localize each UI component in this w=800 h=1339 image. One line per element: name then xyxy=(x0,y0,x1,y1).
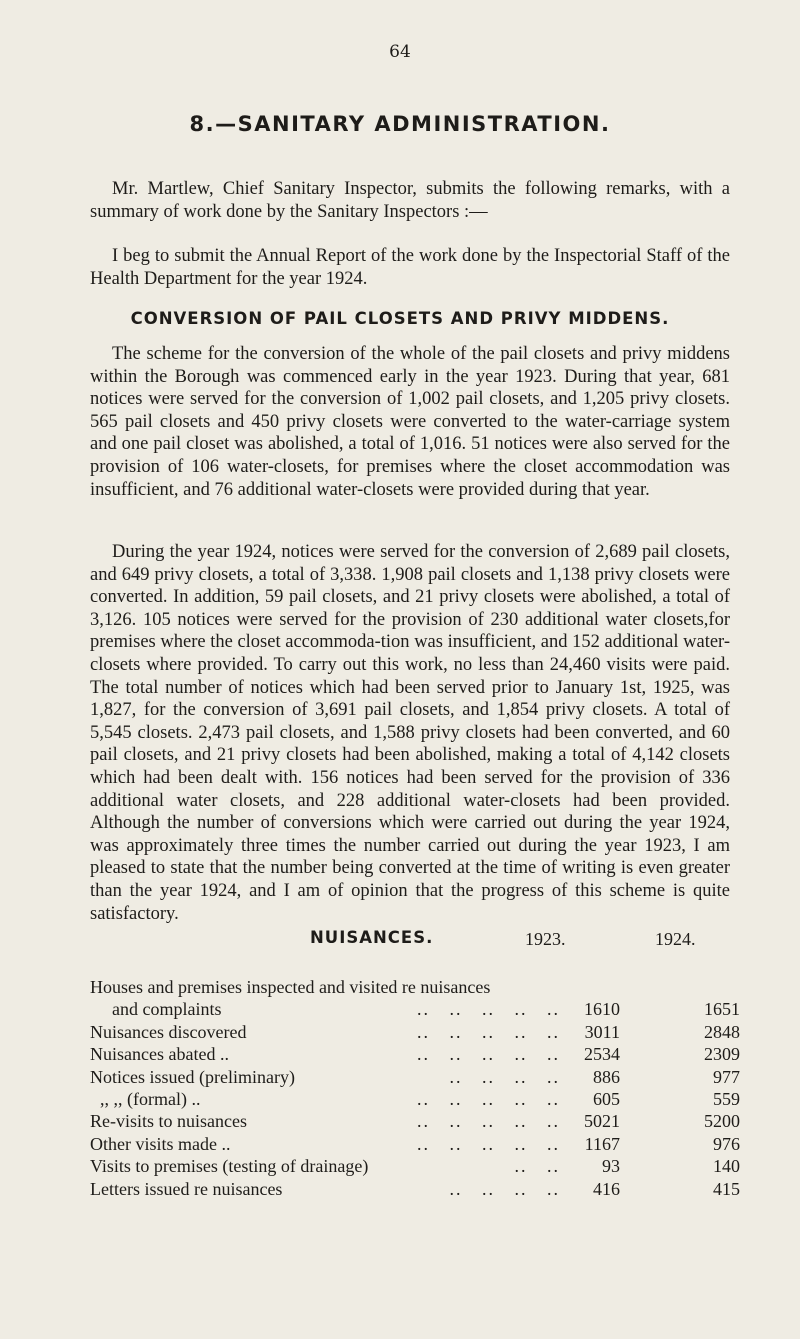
row-label: Nuisances discovered xyxy=(90,1021,247,1042)
table-row: Re-visits to nuisances .. .. .. .. .. 5021 5200 xyxy=(90,1111,740,1132)
table-row: Visits to premises (testing of drainage) .. .. 93 140 xyxy=(90,1156,740,1177)
table-row: Nuisances discovered .. .. .. .. .. 3011 2848 xyxy=(90,1021,740,1042)
table-row: Other visits made .. .. .. .. .. .. 1167 976 xyxy=(90,1133,740,1154)
value-1924: 559 xyxy=(713,1088,740,1109)
value-1924: 2309 xyxy=(704,1044,740,1065)
value-1924: 977 xyxy=(713,1066,740,1087)
table-row xyxy=(90,976,740,998)
value-1923: 1610 xyxy=(584,999,620,1020)
value-1923: 2534 xyxy=(584,1044,620,1065)
intro-paragraph: Mr. Martlew, Chief Sanitary Inspector, submits the following remarks, with a summary of work done by the Sanitary Inspectors :— xyxy=(90,179,730,222)
table-row: Notices issued (preliminary) .. .. .. .. 886 977 xyxy=(90,1066,740,1087)
conversion-heading: CONVERSION OF PAIL CLOSETS AND PRIVY MIDDENS. xyxy=(130,309,670,328)
nuisances-heading: NUISANCES. xyxy=(310,928,434,947)
row-label: Re-visits to nuisances xyxy=(90,1111,247,1132)
year-1924-header: 1924. xyxy=(655,929,696,949)
table-row: and complaints .. .. .. .. .. 1610 1651 xyxy=(112,999,740,1020)
conversion-paragraph-1924: During the year 1924, notices were served for the conversion of 2,689 pail closets, and 649 privy closets, a total of 3,338. 1,908 pail closets and 1,138 privy closets were converted. In addition, 59 pail closets, and 21 privy closets were abolished, a total of 3,126. 105 notices were served for the provision of 230 additional water closets,for premises where the closet accommoda-tion was insufficient, and 152 additional water-closets where provided. To carry out this work, no less than 24,460 visits were paid. The total number of notices which had been served prior to January 1st, 1925, was 1,827, for the conversion of 3,691 pail closets, and 1,854 privy closets. A total of 5,545 closets. 2,473 pail closets, and 1,588 privy closets had been converted, and 60 pail closets, and 21 privy closets had been abolished, making a total of 4,142 closets which had been dealt with. 156 notices had been served for the provision of 336 additional water closets, and 228 additional water-closets had been provided. Although the number of conversions which were carried out during the year 1924, was approximately three times the number carried out during the year 1923, I am pleased to state that the number being converted at the time of writing is even greater than the year 1924, and I am of opinion that the progress of this scheme is quite satisfactory. xyxy=(90,542,730,924)
year-1923-header: 1923. xyxy=(525,929,566,949)
page-number: 64 xyxy=(389,42,411,62)
value-1924: 415 xyxy=(713,1178,740,1199)
report-submission-paragraph: I beg to submit the Annual Report of the work done by the Inspectorial Staff of the Health Department for the year 1924. xyxy=(90,246,730,289)
nuisances-table xyxy=(90,976,740,1200)
value-1923: 1167 xyxy=(584,1133,620,1154)
value-1924: 5200 xyxy=(704,1111,740,1132)
value-1924: 2848 xyxy=(704,1021,740,1042)
value-1923: 605 xyxy=(593,1088,620,1109)
value-1923: 416 xyxy=(593,1178,620,1199)
row-label: Letters issued re nuisances xyxy=(90,1178,283,1199)
nuisances-header xyxy=(90,928,740,952)
value-1924: 976 xyxy=(713,1133,740,1154)
table-row: ,, ,, (formal) .. .. .. .. .. .. 605 559 xyxy=(100,1088,740,1109)
value-1923: 3011 xyxy=(584,1021,620,1042)
row-label: Notices issued (preliminary) xyxy=(90,1066,295,1087)
value-1924: 1651 xyxy=(704,999,740,1020)
conversion-paragraph-1923: The scheme for the conversion of the whole of the pail closets and privy middens within the Borough was commenced early in the year 1923. During that year, 681 notices were served for the conversion of 1,002 pail closets, and 1,205 privy closets. 565 pail closets and 450 privy closets were converted to the water-carriage system and one pail closet was abolished, a total of 1,016. 51 notices were also served for the provision of 106 water-closets, for premises where the closet accommodation was insufficient, and 76 additional water-closets were provided during that year. xyxy=(90,344,730,500)
value-1924: 140 xyxy=(713,1156,740,1177)
section-title: 8.—SANITARY ADMINISTRATION. xyxy=(189,112,611,136)
table-row: Nuisances abated .. .. .. .. .. .. 2534 2309 xyxy=(90,1044,740,1065)
row-label: Other visits made .. xyxy=(90,1133,231,1154)
row-label: ,, ,, (formal) .. xyxy=(100,1088,201,1109)
row-label: Visits to premises (testing of drainage) xyxy=(90,1156,369,1177)
table-row: Letters issued re nuisances .. .. .. .. 416 415 xyxy=(90,1178,740,1199)
value-1923: 93 xyxy=(602,1156,620,1177)
value-1923: 5021 xyxy=(584,1111,620,1132)
value-1923: 886 xyxy=(593,1066,620,1087)
row-label: Houses and premises inspected and visited re nuisances xyxy=(90,977,491,997)
row-label: Nuisances abated .. xyxy=(90,1044,229,1065)
row-label: and complaints xyxy=(112,999,222,1020)
